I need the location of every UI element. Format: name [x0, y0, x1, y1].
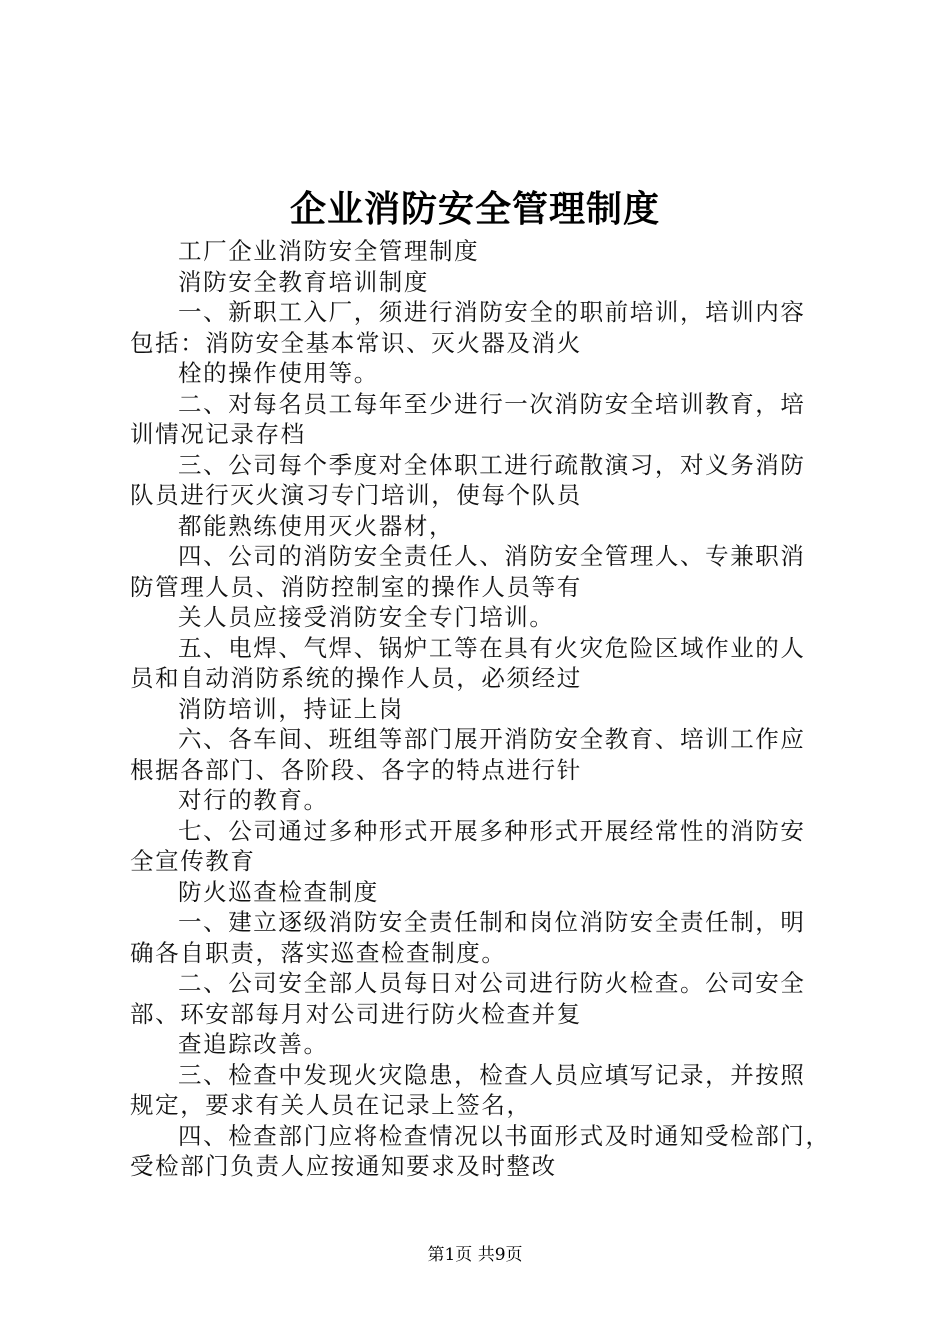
text-line: 六、各车间、班组等部门展开消防安全教育、培训工作应 — [178, 725, 806, 753]
text-line: 栓的操作使用等。 — [178, 359, 379, 387]
text-line: 四、检查部门应将检查情况以书面形式及时通知受检部门， — [178, 1121, 831, 1150]
text-line: 规定，要求有关人员在记录上签名， — [130, 1091, 532, 1119]
text-line: 受检部门负责人应按通知要求及时整改 — [130, 1152, 557, 1180]
text-line: 包括：消防安全基本常识、灭火器及消火 — [130, 328, 582, 357]
text-line: 防火巡查检查制度 — [178, 877, 379, 906]
text-line: 二、对每名员工每年至少进行一次消防安全培训教育，培 — [178, 389, 806, 418]
page-footer: 第1页 共9页 — [427, 1245, 523, 1265]
text-line: 一、新职工入厂，须进行消防安全的职前培训，培训内容 — [178, 298, 806, 326]
text-line: 员和自动消防系统的操作人员，必须经过 — [130, 664, 582, 692]
text-line: 三、检查中发现火灾隐患，检查人员应填写记录，并按照 — [178, 1060, 806, 1089]
text-line: 关人员应接受消防安全专门培训。 — [178, 603, 555, 631]
text-line: 查追踪改善。 — [178, 1030, 329, 1058]
text-line: 队员进行灭火演习专门培训，使每个队员 — [130, 481, 582, 509]
text-line: 三、公司每个季度对全体职工进行疏散演习，对义务消防 — [178, 450, 806, 479]
text-line: 全宣传教育 — [130, 847, 256, 875]
text-line: 消防安全教育培训制度 — [178, 267, 429, 296]
text-line: 都能熟练使用灭火器材， — [178, 511, 455, 540]
text-line: 七、公司通过多种形式开展多种形式开展经常性的消防安 — [178, 816, 806, 845]
document-body — [130, 236, 840, 1182]
text-line: 一、建立逐级消防安全责任制和岗位消防安全责任制，明 — [178, 908, 806, 936]
text-line: 防管理人员、消防控制室的操作人员等有 — [130, 572, 582, 601]
text-line: 消防培训，持证上岗 — [178, 694, 404, 723]
page-title: 企业消防安全管理制度 — [289, 188, 660, 230]
text-line: 对行的教育。 — [178, 786, 329, 814]
text-line: 训情况记录存档 — [130, 420, 306, 448]
text-line: 二、公司安全部人员每日对公司进行防火检查。公司安全 — [178, 969, 806, 997]
text-line: 五、电焊、气焊、锅炉工等在具有火灾危险区域作业的人 — [178, 633, 806, 662]
text-line: 工厂企业消防安全管理制度 — [178, 237, 480, 265]
text-line: 四、公司的消防安全责任人、消防安全管理人、专兼职消 — [178, 542, 806, 570]
text-line: 确各自职责，落实巡查检查制度。 — [130, 938, 507, 967]
text-line: 根据各部门、各阶段、各字的特点进行针 — [130, 755, 582, 784]
text-line: 部、环安部每月对公司进行防火检查并复 — [130, 999, 582, 1028]
